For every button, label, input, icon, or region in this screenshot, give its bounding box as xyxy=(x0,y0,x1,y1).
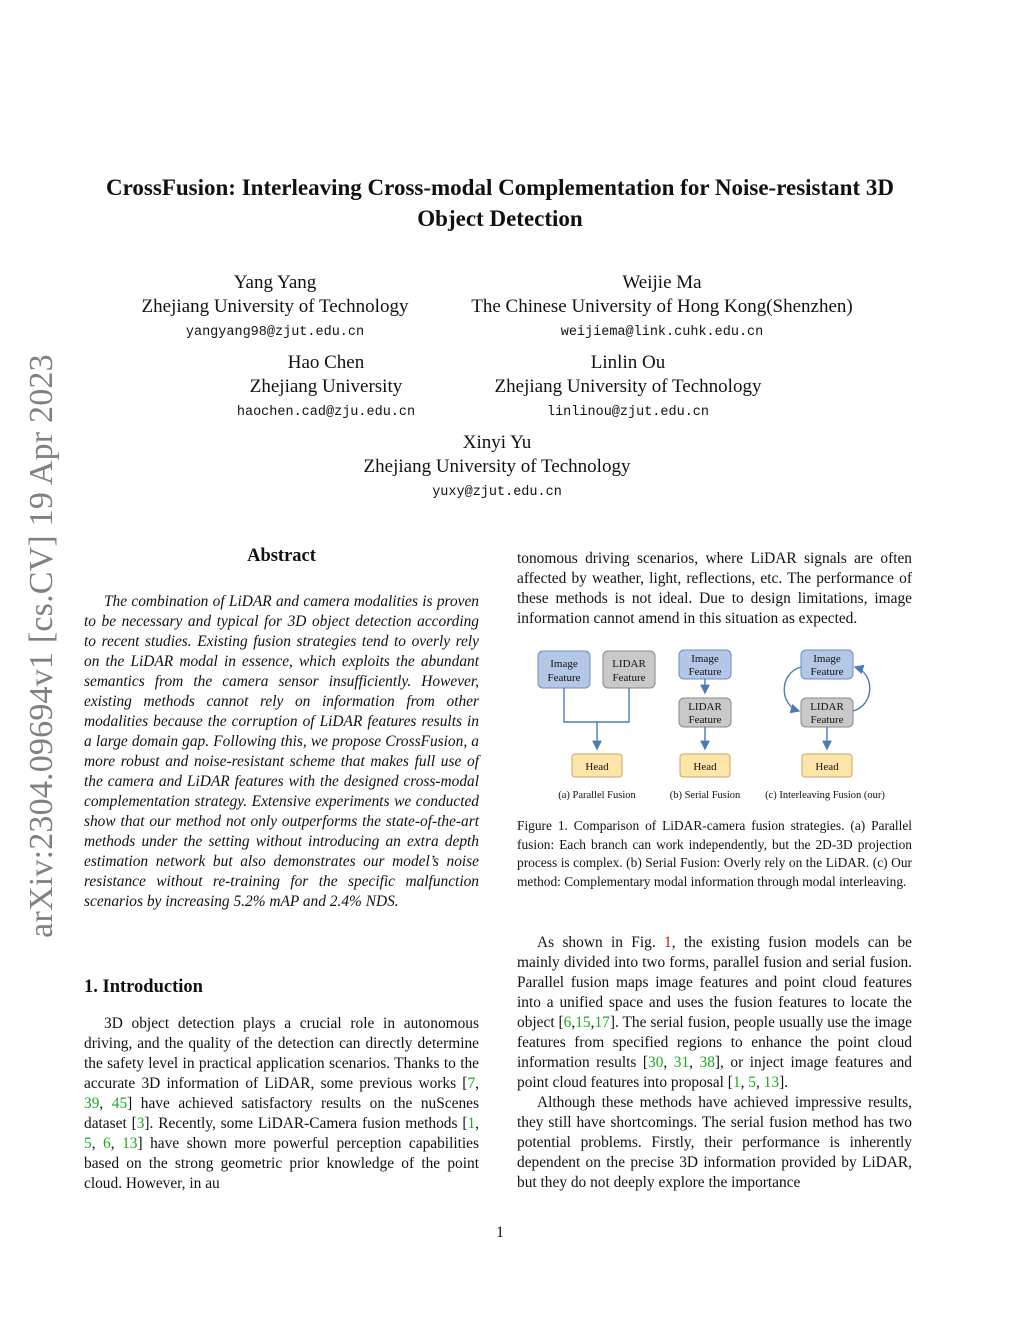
page-number: 1 xyxy=(496,1224,504,1241)
author-block xyxy=(468,351,788,425)
author-name: Weijie Ma xyxy=(622,272,702,293)
introduction-left-column xyxy=(84,1014,479,1194)
feature-label: Feature xyxy=(810,714,844,726)
introduction-right-column xyxy=(517,933,912,1193)
figure-1-diagram xyxy=(517,645,912,805)
citation-link[interactable]: 13 xyxy=(763,1074,780,1091)
author-block xyxy=(337,431,657,505)
head-label: Head xyxy=(815,761,839,773)
arxiv-identifier-stamp xyxy=(12,353,72,938)
image-label: Image xyxy=(691,653,719,665)
image-label: Image xyxy=(550,658,578,670)
feature-label: Feature xyxy=(688,714,722,726)
citation-link[interactable]: 5 xyxy=(748,1074,756,1091)
author-email: yuxy@zjut.edu.cn xyxy=(432,485,562,500)
author-affiliation: The Chinese University of Hong Kong(Shenzhen) xyxy=(471,296,853,317)
image-label: Image xyxy=(813,653,841,665)
figure-1-caption: Figure 1. Comparison of LiDAR-camera fusion strategies. (a) Parallel fusion: Each branch can work independently, but the 2D-3D projection process is complex. (b) Serial Fusion: Overly rely on the LiDAR. (c) Our method: Complementary modal information through modal interleaving. xyxy=(517,818,912,889)
citation-link[interactable]: 17 xyxy=(594,1014,610,1031)
head-label: Head xyxy=(585,761,609,773)
abstract-body xyxy=(84,592,479,912)
lidar-label: LIDAR xyxy=(612,658,646,670)
author-name: Hao Chen xyxy=(287,352,365,373)
lidar-label: LIDAR xyxy=(810,701,844,713)
citation-link[interactable]: 3 xyxy=(136,1115,145,1132)
author-block xyxy=(432,271,892,345)
introduction-heading: 1. Introduction xyxy=(84,977,203,997)
feature-label: Feature xyxy=(612,672,646,684)
author-email: haochen.cad@zju.edu.cn xyxy=(236,405,416,420)
citation-link[interactable]: 39 xyxy=(84,1095,100,1112)
citation-link[interactable]: 38 xyxy=(699,1054,715,1071)
citation-link[interactable]: 7 xyxy=(467,1075,476,1092)
author-affiliation: Zhejiang University of Technology xyxy=(363,456,631,477)
author-affiliation: Zhejiang University xyxy=(249,376,403,397)
feature-label: Feature xyxy=(547,672,581,684)
continued-paragraph: tonomous driving scenarios, where LiDAR signals are often affected by weather, light, reflections, etc. The performance of these methods is not ideal. Due to design limitations, image information cannot amend in this situation as expected. xyxy=(517,550,912,627)
interleave-arc-left xyxy=(784,667,801,711)
citation-link[interactable]: 15 xyxy=(575,1014,591,1031)
abstract-heading: Abstract xyxy=(247,546,316,566)
paper-title: CrossFusion: Interleaving Cross-modal Complementation for Noise-resistant 3D Object Detection xyxy=(106,175,894,231)
author-affiliation: Zhejiang University of Technology xyxy=(141,296,409,317)
author-affiliation: Zhejiang University of Technology xyxy=(494,376,762,397)
subfigure-caption-b: (b) Serial Fusion xyxy=(669,790,741,801)
author-block xyxy=(115,271,435,345)
parallel-fusion-connector xyxy=(564,688,629,749)
citation-link[interactable]: 5 xyxy=(84,1135,92,1152)
author-block xyxy=(186,351,466,425)
citation-link[interactable]: 6 xyxy=(563,1014,572,1031)
citation-link[interactable]: 6 xyxy=(103,1135,111,1152)
lidar-label: LIDAR xyxy=(688,701,722,713)
feature-label: Feature xyxy=(688,666,722,678)
introduction-paragraph: 3D object detection plays a crucial role in autonomous driving, and the quality of the detection can directly determine the safety level in practical application scenarios. Thanks to the accurate 3D information of LiDAR, some previous works [7, 39, 45] have achieved satisfactory results on the nuScenes dataset [3]. Recently, some LiDAR-Camera fusion methods [1, 5, 6, 13] have shown more powerful perception capabilities based on the strong geometric prior knowledge of the point cloud. However, in au xyxy=(84,1015,480,1192)
author-name: Xinyi Yu xyxy=(462,432,532,453)
head-label: Head xyxy=(693,761,717,773)
author-email: weijiema@link.cuhk.edu.cn xyxy=(560,325,764,340)
feature-label: Feature xyxy=(810,666,844,678)
citation-link[interactable]: 31 xyxy=(673,1054,690,1071)
right-column-continuation xyxy=(517,549,912,629)
abstract-text: The combination of LiDAR and camera modalities is proven to be necessary and typical for 3D object detection according to recent studies. Existing fusion strategies tend to overly rely on the LiDAR modal in essence, which exploits the abundant semantics from the camera sensor insufficiently. However, existing methods cannot rely on information from other modalities because the corruption of LiDAR features results in a large domain gap. Following this, we propose CrossFusion, a more robust and noise-resistant scheme that makes full use of the camera and LiDAR features with the designed cross-modal complementation strategy. Extensive experiments we conducted show that our method not only outperforms the state-of-the-art methods under the setting without introducing an extra depth estimation network but also demonstrates our model’s noise resistance without re-training for the specific malfunction scenarios by increasing 5.2% mAP and 2.4% NDS. xyxy=(84,593,479,910)
subfigure-caption-a: (a) Parallel Fusion xyxy=(558,790,636,801)
author-name: Yang Yang xyxy=(233,272,317,293)
citation-link[interactable]: 13 xyxy=(122,1135,138,1152)
introduction-paragraph: As shown in Fig. 1, the existing fusion models can be mainly divided into two forms, parallel fusion and serial fusion. Parallel fusion maps image features and point cloud features into a unified space and uses the fusion features to locate the object [6,15,17]. The serial fusion, people usually use the image features from specified regions to enhance the point cloud information results [30, 31, 38], or inject image features and point cloud features into proposal [1, 5, 13]. xyxy=(517,934,913,1091)
author-email: yangyang98@zjut.edu.cn xyxy=(185,325,365,340)
figure-reference-link[interactable]: 1 xyxy=(664,934,672,951)
interleave-arc-right xyxy=(853,667,870,711)
citation-link[interactable]: 45 xyxy=(111,1095,128,1112)
author-email: linlinou@zjut.edu.cn xyxy=(546,405,710,420)
citation-link[interactable]: 1 xyxy=(732,1074,741,1091)
subfigure-caption-c: (c) Interleaving Fusion (our) xyxy=(765,790,885,801)
citation-link[interactable]: 30 xyxy=(648,1054,664,1071)
author-name: Linlin Ou xyxy=(590,352,666,373)
arxiv-identifier-text: arXiv:2304.09694v1 [cs.CV] 19 Apr 2023 xyxy=(23,353,61,938)
introduction-paragraph: Although these methods have achieved impressive results, they still have shortcomings. The serial fusion method has two potential problems. Firstly, their performance is inherently dependent on the precise 3D information provided by LiDAR, but they do not deeply explore the importance xyxy=(517,1094,912,1191)
citation-link[interactable]: 1 xyxy=(467,1115,476,1132)
